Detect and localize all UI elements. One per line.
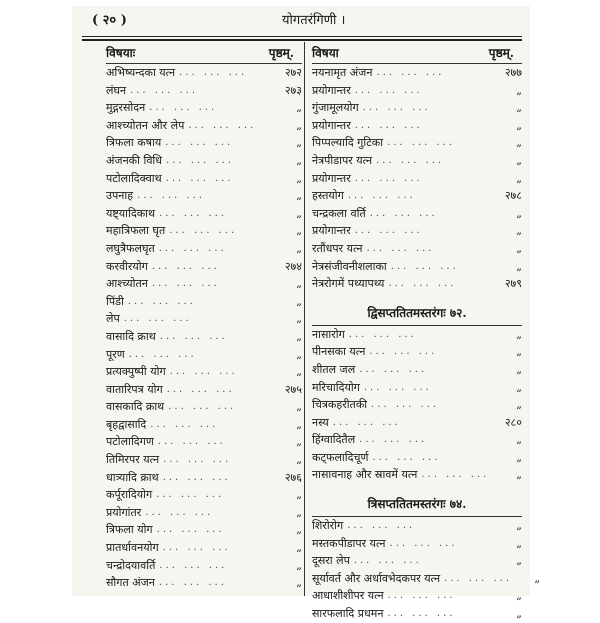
dot-leader: ... ... ... [354,119,423,131]
index-entry [106,205,302,223]
entry-topic: लघुत्रैफलघृत [106,241,155,255]
dot-leader: ... ... ... [168,401,237,413]
entry-page: २८० [504,415,522,429]
entry-topic: उपनाह [106,189,134,203]
index-entry [312,240,522,258]
index-entry [312,82,522,100]
entry-page: „ [296,136,302,150]
index-entry [106,293,302,311]
entry-page: „ [296,171,302,185]
entry-topic: प्रयोगान्तर [312,224,351,238]
dot-leader: ... ... ... [359,434,428,446]
entry-page: „ [534,571,541,585]
right-column-heading [312,42,522,64]
dot-leader: ... ... ... [369,207,438,219]
entry-page: „ [296,505,302,519]
entry-topic: चित्रकहरीतकी [312,398,368,412]
entry-topic: हस्तयोग [312,189,344,203]
entry-page: „ [516,468,522,482]
dot-leader: ... ... ... [165,172,234,184]
entry-topic: लेप [106,312,120,326]
index-entry [312,570,541,588]
dot-leader: ... ... ... [162,471,231,483]
entry-page: „ [516,433,522,447]
dot-leader: ... ... ... [347,190,416,202]
entry-topic: अंजनकी विधि [106,153,163,167]
index-entry [312,587,522,605]
entry-topic: त्रिफला योग [106,523,153,537]
entry-page: २७६ [284,470,302,484]
index-entry [106,82,302,100]
entry-topic: प्रत्यक्पुष्पी योग [106,365,166,379]
entry-topic: वासादि क्राथ [106,329,156,343]
right-entry-list [312,64,522,293]
entry-topic: पटोलादिगण [106,435,154,449]
dot-leader: ... ... ... [376,67,445,78]
entry-page: „ [516,554,522,568]
entry-topic: प्रयोगान्तर [312,118,351,132]
entry-page: „ [516,101,522,115]
index-entry [106,258,302,276]
entry-page: „ [296,488,302,502]
entry-topic: कर्पूरादियोग [106,488,153,502]
index-entry [106,504,302,522]
entry-page: „ [516,589,522,603]
index-entry [312,258,522,276]
index-entry [106,117,302,135]
dot-leader: ... ... ... [145,506,214,518]
entry-page: „ [516,118,522,132]
index-entry [312,552,522,570]
entry-page: „ [516,607,522,621]
header-rule [82,36,522,37]
entry-topic: वासकादि क्राथ [106,400,165,414]
entry-topic: नयनामृत अंजन [312,66,373,79]
entry-topic: गुंजामूलयोग [312,101,359,115]
entry-page: „ [516,345,522,359]
entry-page: „ [516,362,522,376]
dot-leader: ... ... ... [421,469,490,481]
index-entry [312,449,522,467]
dot-leader: ... ... ... [387,137,456,149]
entry-topic: आश्च्योतन और लेप [106,118,185,132]
index-entry [312,222,522,240]
entry-page: „ [516,241,522,255]
entry-topic: पीनसका यत्न [312,345,366,359]
entry-page: „ [296,435,302,449]
index-entry [106,64,302,82]
entry-topic: नेत्रपीडापर यत्न [312,153,373,167]
index-entry [312,379,522,397]
page-number: ( २० ) [92,13,127,28]
index-entry [312,99,522,117]
entry-topic: रतौंधपर यत्न [312,241,363,255]
entry-page: „ [296,329,302,343]
entry-page: „ [296,541,302,555]
entry-topic: पिंडी [106,294,124,308]
index-entry [312,535,522,553]
index-entry [106,451,302,469]
dot-leader: ... ... ... [372,451,441,463]
entry-page: २७२ [284,66,302,79]
dot-leader: ... ... ... [151,260,220,272]
entry-topic: पूरण [106,347,125,361]
page-heading: पृष्ठम्. [268,46,294,60]
page-heading: पृष्ठम्. [488,46,514,60]
section-title-74: त्रिसप्ततितमस्तरंगः ७४. [312,492,522,517]
entry-page: „ [516,153,522,167]
entry-page: „ [296,206,302,220]
entry-topic: तिमिरपर यत्न [106,453,160,467]
entry-topic: शिरोरोग [312,519,344,533]
dot-leader: ... ... ... [123,313,192,325]
index-entry [312,361,522,379]
entry-topic: मरिचादियोग [312,380,360,394]
index-entry [106,346,302,364]
section-72-entry-list [312,326,522,484]
index-entry [106,557,302,575]
entry-topic: शीतल जल [312,362,356,376]
entry-topic: महात्रिफला घृत [106,224,166,238]
dot-leader: ... ... ... [371,399,440,411]
dot-leader: ... ... ... [354,225,423,237]
index-entry [106,222,302,240]
entry-page: „ [516,398,522,412]
entry-topic: वातारिपत्र योग [106,382,163,396]
entry-topic: आधाशीशीपर यत्न [312,589,384,603]
index-entry [106,170,302,188]
entry-topic: अभिष्यन्दका यत्न [106,66,176,79]
dot-leader: ... ... ... [362,102,431,114]
entry-topic: लंघन [106,83,127,97]
entry-topic: यष्ट्यादिकाथ [106,206,156,220]
dot-leader: ... ... ... [363,381,432,393]
index-entry [312,205,522,223]
entry-topic: त्रिफला कषाय [106,136,162,150]
dot-leader: ... ... ... [156,524,225,536]
index-entry [106,521,302,539]
dot-leader: ... ... ... [149,102,218,114]
entry-page: „ [516,536,522,550]
entry-page: „ [516,206,522,220]
index-entry [312,134,522,152]
column-divider [304,42,305,596]
entry-topic: पटोलादिक्वाथ [106,171,162,185]
entry-topic: नेत्रसंजीवनीशलाका [312,259,387,273]
dot-leader: ... ... ... [444,572,513,584]
entry-page: „ [516,380,522,394]
dot-leader: ... ... ... [359,363,428,375]
entry-page: २७४ [284,259,302,273]
entry-page: „ [296,294,302,308]
index-entry [106,416,302,434]
page-header [72,6,530,30]
dot-leader: ... ... ... [150,418,219,430]
index-entry [106,398,302,416]
entry-topic: सौगत अंजन [106,576,155,590]
entry-topic: दूसरा लेप [312,554,350,568]
entry-topic: नासारोग [312,327,345,341]
index-entry [312,275,522,293]
entry-topic: चन्द्रोदयावर्ति [106,558,156,572]
running-title: योगतरंगिणी । [282,13,346,28]
entry-page: „ [296,153,302,167]
index-entry [312,170,522,188]
book-page [72,6,541,621]
entry-page: „ [296,101,302,115]
entry-page: २७८ [504,189,522,203]
entry-page: „ [296,189,302,203]
entry-topic: मुद्गरसोदन [106,101,146,115]
entry-page: „ [296,312,302,326]
index-entry [312,326,522,344]
dot-leader: ... ... ... [130,84,199,96]
entry-page: „ [516,136,522,150]
index-entry [312,414,522,432]
dot-leader: ... ... ... [165,137,234,149]
subject-heading: विषयाः [106,46,136,60]
entry-topic: प्रयोगान्तर [312,171,351,185]
index-entry [106,152,302,170]
index-entry [106,381,302,399]
section-74-entry-list [312,517,541,623]
index-entry [106,310,302,328]
entry-page: „ [296,453,302,467]
index-entry [312,117,522,135]
dot-leader: ... ... ... [166,383,235,395]
index-entry [106,363,302,381]
dot-leader: ... ... ... [157,436,226,448]
entry-topic: करवीरयोग [106,259,148,273]
index-entry [106,328,302,346]
dot-leader: ... ... ... [369,346,438,358]
index-entry [106,469,302,487]
dot-leader: ... ... ... [348,328,417,340]
dot-leader: ... ... ... [387,608,456,620]
dot-leader: ... ... ... [389,537,458,549]
dot-leader: ... ... ... [151,278,220,290]
entry-page: „ [516,83,522,97]
index-entry [106,134,302,152]
dot-leader: ... ... ... [169,366,238,378]
dot-leader: ... ... ... [354,172,423,184]
header-rule-thick [82,39,522,41]
entry-topic: प्रातर्धावनयोग [106,541,159,555]
index-entry [312,396,522,414]
index-entry [312,466,522,484]
dot-leader: ... ... ... [169,225,238,237]
entry-page: „ [516,224,522,238]
entry-page: „ [296,241,302,255]
entry-topic: चन्द्रकला वर्ति [312,206,366,220]
index-entry [312,187,522,205]
dot-leader: ... ... ... [127,295,196,307]
dot-leader: ... ... ... [388,278,457,290]
dot-leader: ... ... ... [159,559,228,571]
entry-page: २७७ [504,66,522,79]
entry-topic: सारफलादि प्रधमन [312,607,384,621]
dot-leader: ... ... ... [158,577,227,589]
left-entry-list [106,64,302,592]
index-entry [106,486,302,504]
index-entry [106,539,302,557]
entry-topic: मस्तकपीडापर यत्न [312,536,386,550]
dot-leader: ... ... ... [332,416,401,428]
dot-leader: ... ... ... [366,242,435,254]
entry-topic: नस्य [312,415,329,429]
entry-topic: नासावनाह और स्रावमें यत्न [312,468,418,482]
entry-page: „ [296,400,302,414]
entry-page: „ [516,327,522,341]
entry-page: „ [516,171,522,185]
entry-page: २७५ [284,382,302,396]
dot-leader: ... ... ... [159,330,228,342]
entry-page: २७९ [504,277,522,291]
dot-leader: ... ... ... [354,84,423,96]
left-column [106,42,302,592]
index-entry [106,187,302,205]
index-entry [312,64,522,82]
left-column-heading [106,42,302,64]
entry-topic: कट्फलादिचूर्ण [312,450,369,464]
entry-page: „ [516,259,522,273]
dot-leader: ... ... ... [158,242,227,254]
entry-topic: बृहद्वासादि [106,417,147,431]
dot-leader: ... ... ... [159,207,228,219]
entry-topic: पिप्पल्यादि गुटिका [312,136,384,150]
dot-leader: ... ... ... [166,154,235,166]
entry-topic: आश्च्योतन [106,277,148,291]
entry-page: „ [296,576,302,590]
entry-page: „ [296,347,302,361]
entry-page: „ [296,558,302,572]
dot-leader: ... ... ... [347,520,416,532]
dot-leader: ... ... ... [163,454,232,466]
entry-page: „ [296,365,302,379]
entry-page: „ [296,523,302,537]
entry-page: „ [296,417,302,431]
entry-page: „ [516,450,522,464]
dot-leader: ... ... ... [390,260,459,272]
entry-page: „ [296,277,302,291]
dot-leader: ... ... ... [188,119,257,131]
index-entry [312,605,522,623]
index-entry [106,99,302,117]
dot-leader: ... ... ... [137,190,206,202]
dot-leader: ... ... ... [387,590,456,602]
dot-leader: ... ... ... [128,348,197,360]
index-entry [106,433,302,451]
entry-topic: धात्र्यादि क्राथ [106,470,159,484]
dot-leader: ... ... ... [179,67,248,78]
index-entry [106,275,302,293]
section-title-72: द्विसप्ततितमस्तरंगः ७२. [312,301,522,326]
entry-page: „ [296,224,302,238]
dot-leader: ... ... ... [162,542,231,554]
index-entry [106,240,302,258]
entry-topic: नेत्ररोगमें पथ्यापथ्य [312,277,385,291]
right-column [312,42,541,623]
entry-topic: प्रयोगांतर [106,505,142,519]
subject-heading: विषया [312,46,339,60]
index-entry [312,517,522,535]
index-entry [312,431,522,449]
entry-topic: हिंग्वादितैल [312,433,356,447]
index-entry [106,574,302,592]
entry-page: „ [296,118,302,132]
index-entry [312,152,522,170]
entry-topic: सूर्यावर्त और अर्धावभेदकपर यत्न [312,571,441,585]
entry-topic: प्रयोगान्तर [312,83,351,97]
entry-page: „ [516,519,522,533]
dot-leader: ... ... ... [156,489,225,501]
entry-page: २७३ [284,83,302,97]
index-entry [312,343,522,361]
dot-leader: ... ... ... [353,555,422,567]
dot-leader: ... ... ... [376,154,445,166]
